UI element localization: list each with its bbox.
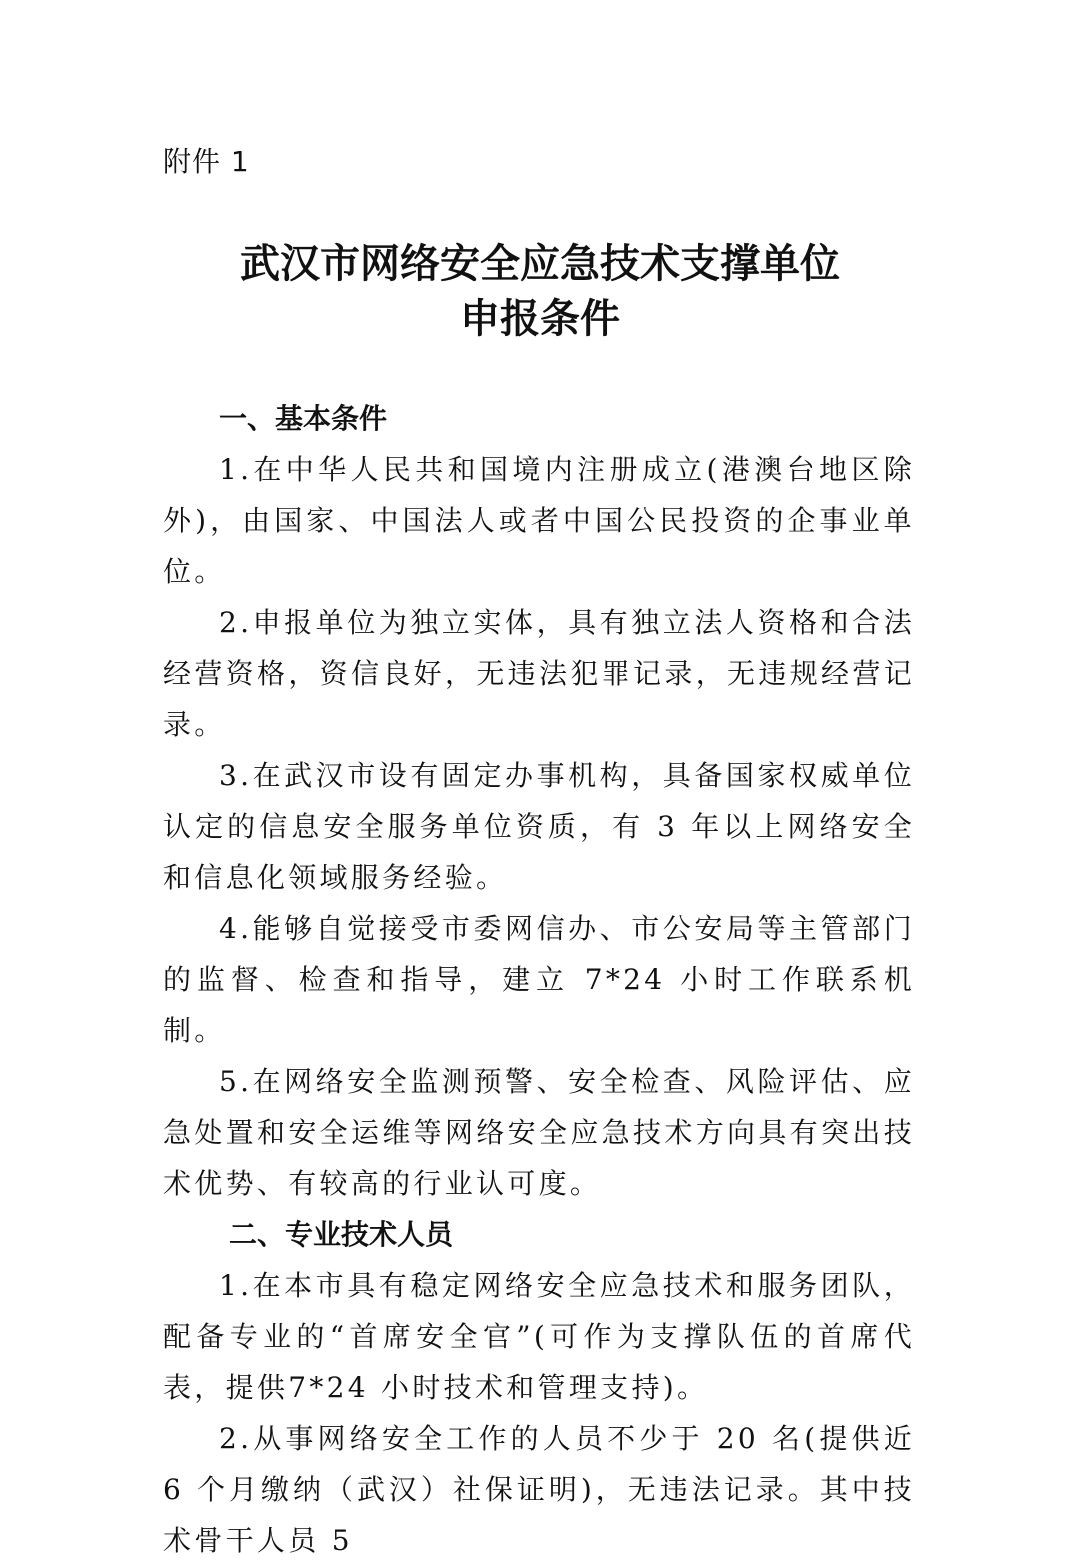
paragraph: 5.在网络安全监测预警、安全检查、风险评估、应急处置和安全运维等网络安全应急技术方向具有突出技术优势、有较高的行业认可度。	[163, 1065, 915, 1200]
paragraph: 3.在武汉市设有固定办事机构，具备国家权威单位认定的信息安全服务单位资质，有 3 年以上网络安全和信息化领域服务经验。	[163, 759, 915, 894]
document-title	[0, 236, 1080, 346]
document-body	[163, 393, 915, 1566]
paragraph: 1.在中华人民共和国境内注册成立(港澳台地区除外)，由国家、中国法人或者中国公民投资的企事业单位。	[163, 453, 915, 588]
section-heading-basic-conditions: 一、基本条件	[219, 402, 388, 435]
title-line-1: 武汉市网络安全应急技术支撑单位	[240, 240, 840, 287]
attachment-label: 附件 1	[163, 145, 250, 178]
paragraph: 2.申报单位为独立实体，具有独立法人资格和合法经营资格，资信良好，无违法犯罪记录，无违规经营记录。	[163, 606, 915, 741]
paragraph: 2.从事网络安全工作的人员不少于 20 名(提供近 6 个月缴纳（武汉）社保证明)，无违法记录。其中技术骨干人员 5	[163, 1422, 915, 1557]
paragraph: 1.在本市具有稳定网络安全应急技术和服务团队，配备专业的“首席安全官”(可作为支撑队伍的首席代表，提供7*24 小时技术和管理支持)。	[163, 1269, 915, 1404]
section-heading-technical-staff: 二、专业技术人员	[229, 1218, 454, 1251]
paragraph: 4.能够自觉接受市委网信办、市公安局等主管部门的监督、检查和指导，建立 7*24 小时工作联系机制。	[163, 912, 915, 1047]
title-line-2: 申报条件	[460, 295, 620, 342]
